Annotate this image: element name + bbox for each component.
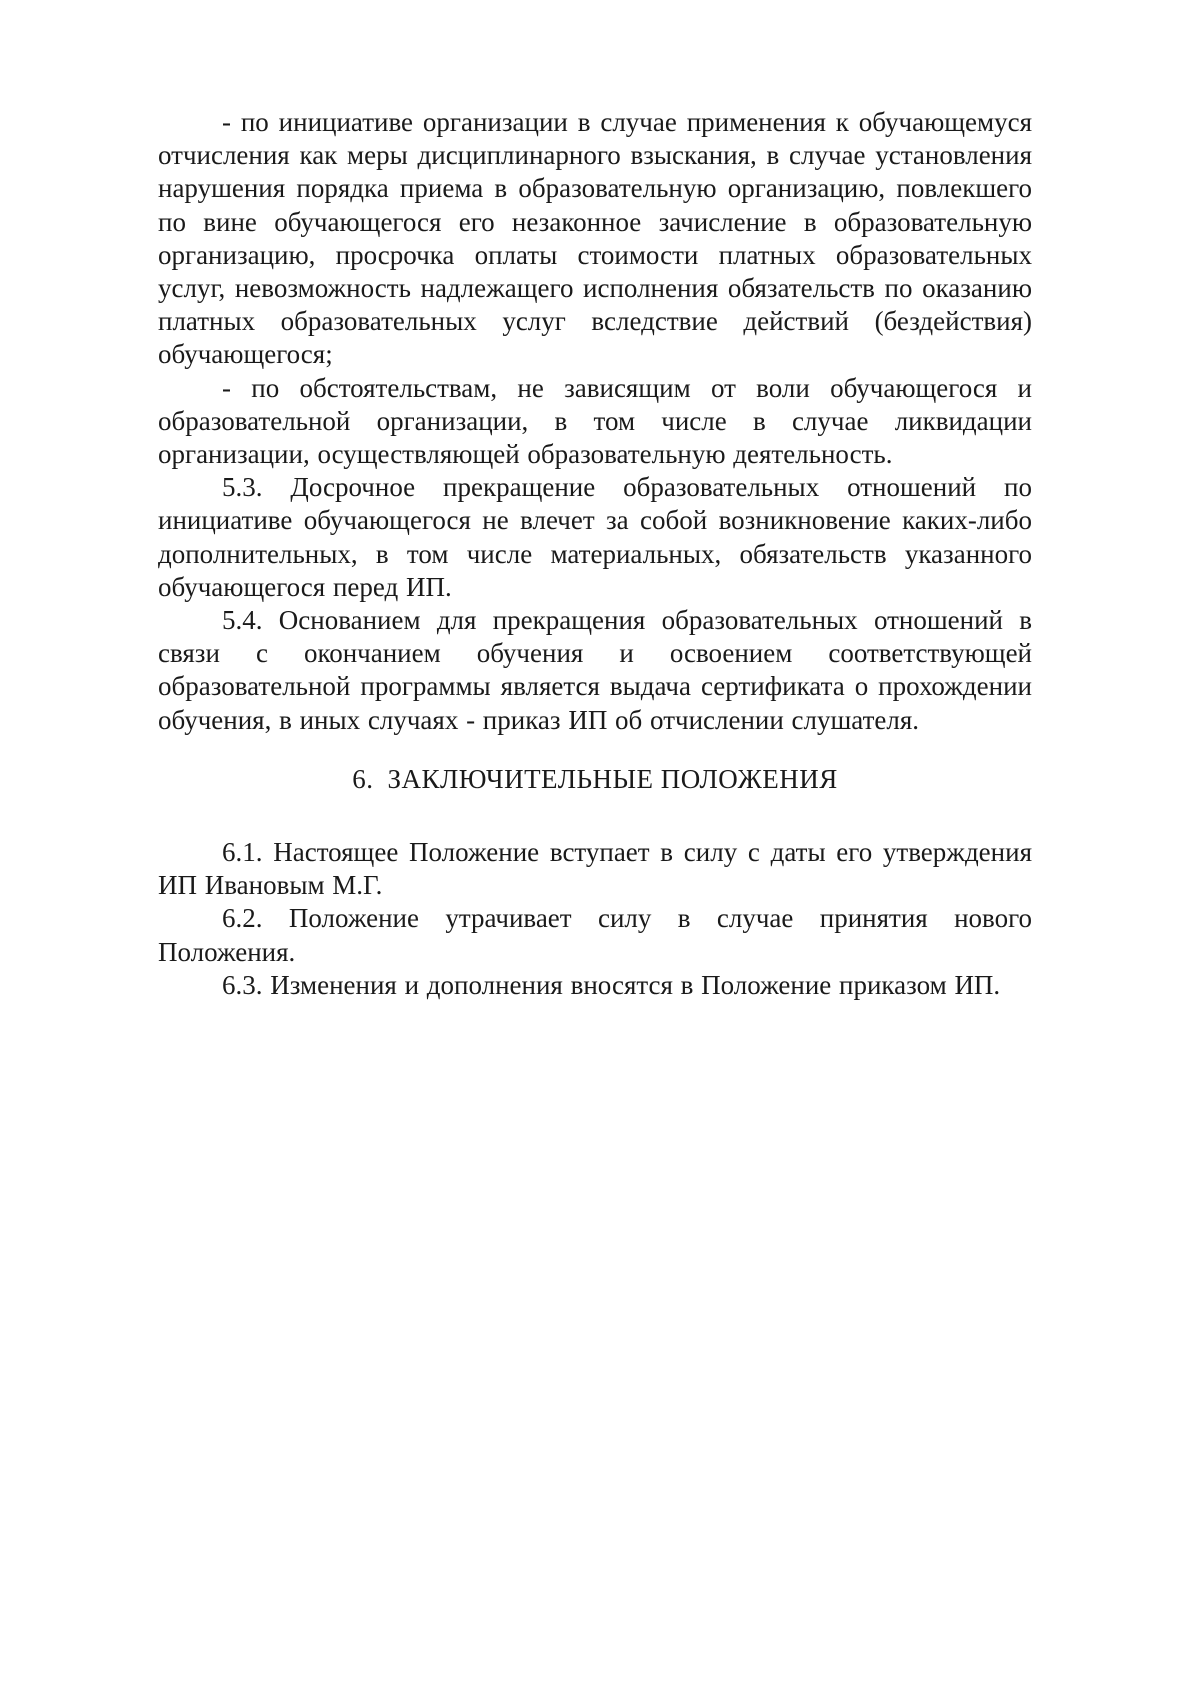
paragraph-6-3-amendments: 6.3. Изменения и дополнения вносятся в Положение приказом ИП. — [222, 969, 1001, 1000]
paragraph-5-3-early-termination: 5.3. Досрочное прекращение образовательных отношений по инициативе обучающегося не влечет за собой возникновение каких-либо дополнительных, в том числе материальных, обязательств указанного обучающегося перед ИП. — [158, 472, 1032, 602]
paragraph-6-2-loss-of-force: 6.2. Положение утрачивает силу в случае принятия нового Положения. — [158, 903, 1032, 967]
paragraph-expulsion-by-organization: - по инициативе организации в случае применения к обучающемуся отчисления как меры дисциплинарного взыскания, в случае установления нарушения порядка приема в образовательную организацию, повлекшего по вине обучающегося его незаконное зачисление в образовательную организацию, просрочка оплаты стоимости платных образовательных услуг, невозможность надлежащего исполнения обязательств по оказанию платных образовательных услуг вследствие действий (бездействия) обучающегося; — [158, 107, 1032, 370]
paragraph-6-1-entry-into-force: 6.1. Настоящее Положение вступает в силу с даты его утверждения ИП Ивановым М.Г. — [158, 837, 1032, 901]
section-title: ЗАКЛЮЧИТЕЛЬНЫЕ ПОЛОЖЕНИЯ — [387, 763, 838, 794]
section-number: 6. — [352, 763, 374, 794]
paragraph-5-4-termination-grounds: 5.4. Основанием для прекращения образовательных отношений в связи с окончанием обучения и освоением соответствующей образовательной программы является выдача сертификата о прохождении обучения, в иных случаях - приказ ИП об отчислении слушателя. — [158, 605, 1032, 735]
paragraph-circumstances-beyond-control: - по обстоятельствам, не зависящим от воли обучающегося и образовательной организации, в том числе в случае ликвидации организации, осуществляющей образовательную деятельность. — [158, 372, 1032, 470]
section-heading-final-provisions — [158, 763, 1032, 796]
